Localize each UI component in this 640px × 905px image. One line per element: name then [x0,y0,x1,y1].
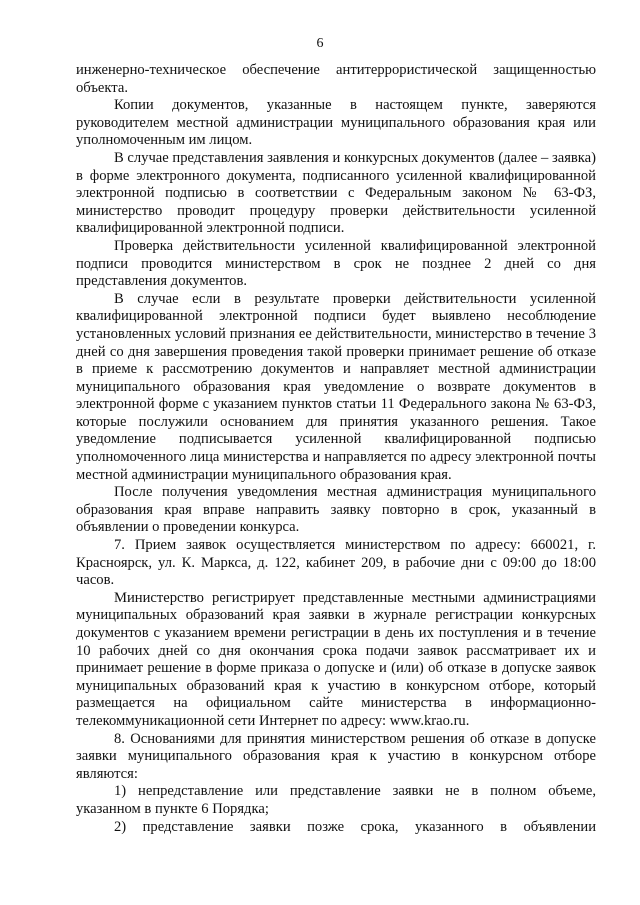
list-item-2: 2) представление заявки позже срока, указанного в объявлении [114,818,596,835]
paragraph-registration: Министерство регистрирует представленные местными администрациями муниципальных образований края заявки в журнале регистрации конкурсных документов с указанием времени регистрации в день их поступления и в течение 10 рабочих дней со дня окончания срока подачи заявок рассматривает их и принимает решение в форме приказа о допуске и (или) об отказе в допуске заявок муниципальных образований края к участию в конкурсном отборе, который размещается на официальном сайте министерства в информационно-телекоммуникационной сети Интернет по адресу: www.krao.ru. [76,589,596,729]
paragraph-signature-check-failure: В случае если в результате проверки действительности усиленной квалифицированной электронной подписи будет выявлено несоблюдение установленных условий признания ее действительности, министерство в течение 3 дней со дня завершения проведения такой проверки принимает решение об отказе в приеме к рассмотрению документов и направляет местной администрации муниципального образования края уведомление о возврате документов в электронной форме с указанием пунктов статьи 11 Федерального закона № 63-ФЗ, которые послужили основанием для принятия указанного решения. Такое уведомление подписывается усиленной квалифицированной подписью уполномоченного лица министерства и направляется по адресу электронной почты местной администрации муниципального образования края. [76,290,596,483]
page-number: 6 [316,36,324,51]
paragraph-copies-certification: Копии документов, указанные в настоящем пункте, заверяются руководителем местной администрации муниципального образования края или уполномоченным им лицом. [76,97,596,149]
paragraph-resubmission: После получения уведомления местная администрация муниципального образования края вправе направить заявку повторно в срок, указанный в объявлении о проведении конкурса. [76,484,596,536]
document-body [76,62,596,836]
paragraph-item-7-address: 7. Прием заявок осуществляется министерством по адресу: 660021, г. Красноярск, ул. К. Маркса, д. 122, кабинет 209, в рабочие дни с 09:00 до 18:00 часов. [76,537,596,589]
paragraph-continuation: инженерно-техническое обеспечение антитеррористической защищенностью объекта. [76,62,596,96]
paragraph-electronic-application: В случае представления заявления и конкурсных документов (далее – заявка) в форме электронного документа, подписанного усиленной квалифицированной электронной подписью в соответствии с Федеральным законом № 63-ФЗ, министерство проводит процедуру проверки действительности усиленной квалифицированной электронной подписи. [76,149,596,237]
paragraph-item-8-grounds: 8. Основаниями для принятия министерством решения об отказе в допуске заявки муниципального образования края к участию в конкурсном отборе являются: [76,730,596,782]
paragraph-signature-check-term: Проверка действительности усиленной квалифицированной электронной подписи проводится министерством в срок не позднее 2 дней со дня представления документов. [76,237,596,290]
list-item-1: 1) непредставление или представление заявки не в полном объеме, указанном в пункте 6 Порядка; [76,783,596,817]
